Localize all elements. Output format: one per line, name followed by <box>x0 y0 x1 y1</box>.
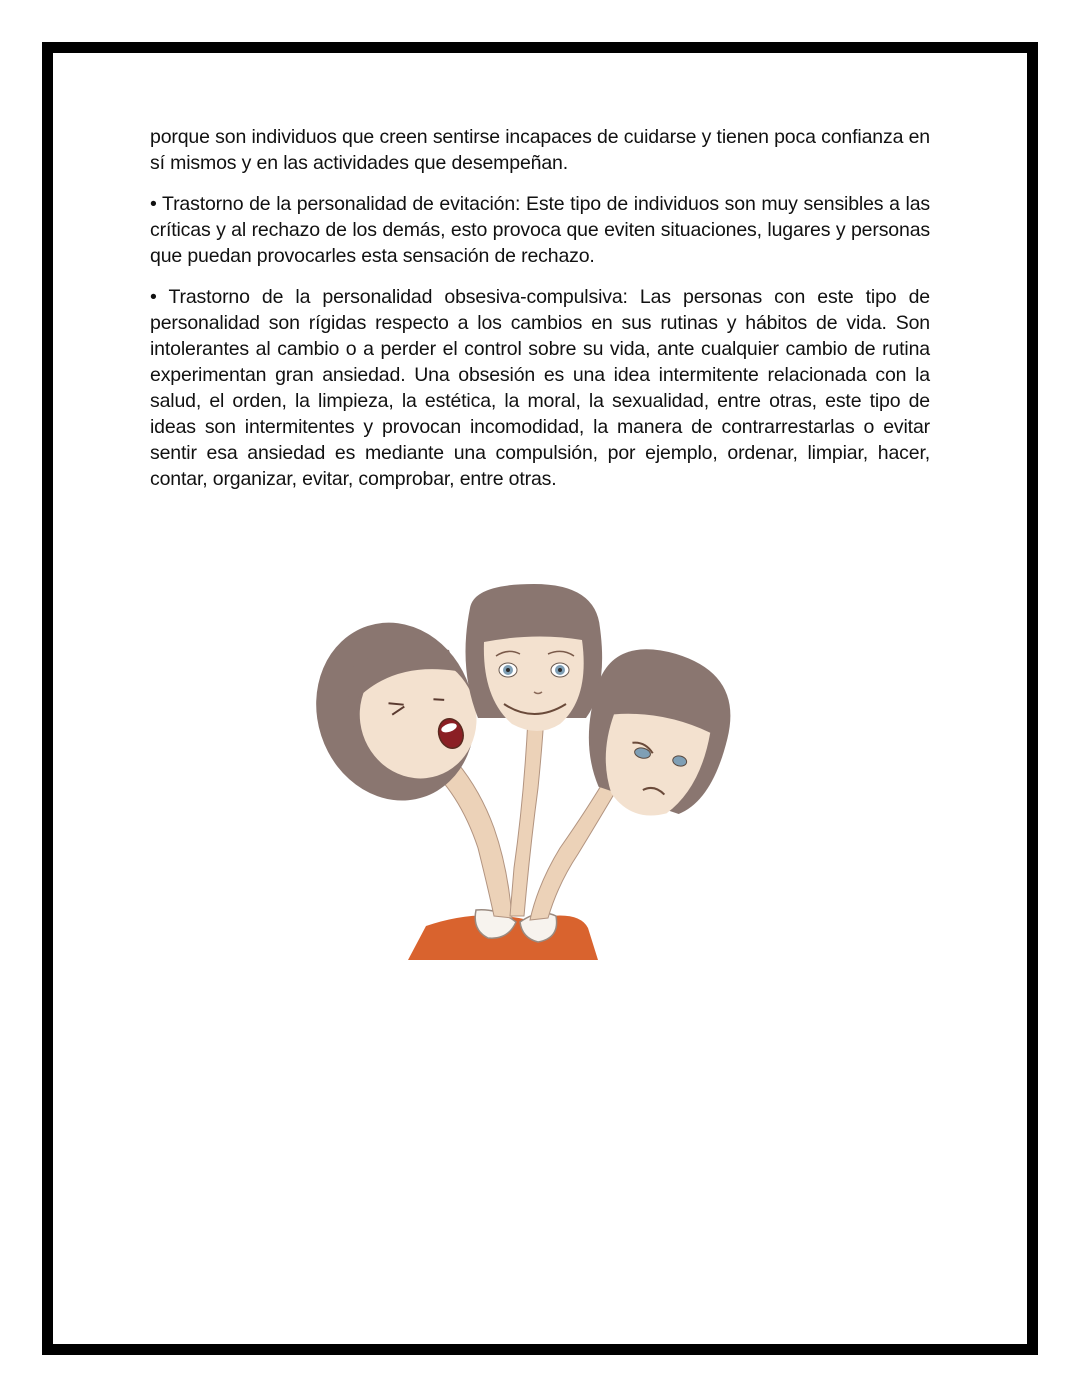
neck-center <box>510 716 544 916</box>
paragraph-avoidant-disorder: • Trastorno de la personalidad de evitación: Este tipo de individuos son muy sensibles a las críticas y al rechazo de los demás, esto provoca que eviten situaciones, lugares y personas que puedan provocarles esta sensación de rechazo. <box>150 193 930 267</box>
neck-right <box>530 774 620 920</box>
document-body <box>150 124 930 507</box>
paragraph-obsessive-compulsive-disorder: • Trastorno de la personalidad obsesiva-compulsiva: Las personas con este tipo de personalidad son rígidas respecto a los cambios en sus rutinas y hábitos de vida. Son intolerantes al cambio o a perder el control sobre su vida, ante cualquier cambio de rutina experimentan gran ansiedad. Una obsesión es una idea intermitente relacionada con la salud, el orden, la limpieza, la estética, la moral, la sexualidad, entre otras, este tipo de ideas son intermitentes y provocan incomodidad, la manera de contrarrestarlas o evitar sentir esa ansiedad es mediante una compulsión, por ejemplo, ordenar, limpiar, hacer, contar, organizar, evitar, comprobar, entre otras. <box>150 286 930 490</box>
paragraph-dependent-continuation: porque son individuos que creen sentirse incapaces de cuidarse y tienen poca confianza en sí mismos y en las actividades que desempeñan. <box>150 126 930 174</box>
center-head <box>466 584 603 731</box>
three-faces-illustration <box>298 548 738 960</box>
